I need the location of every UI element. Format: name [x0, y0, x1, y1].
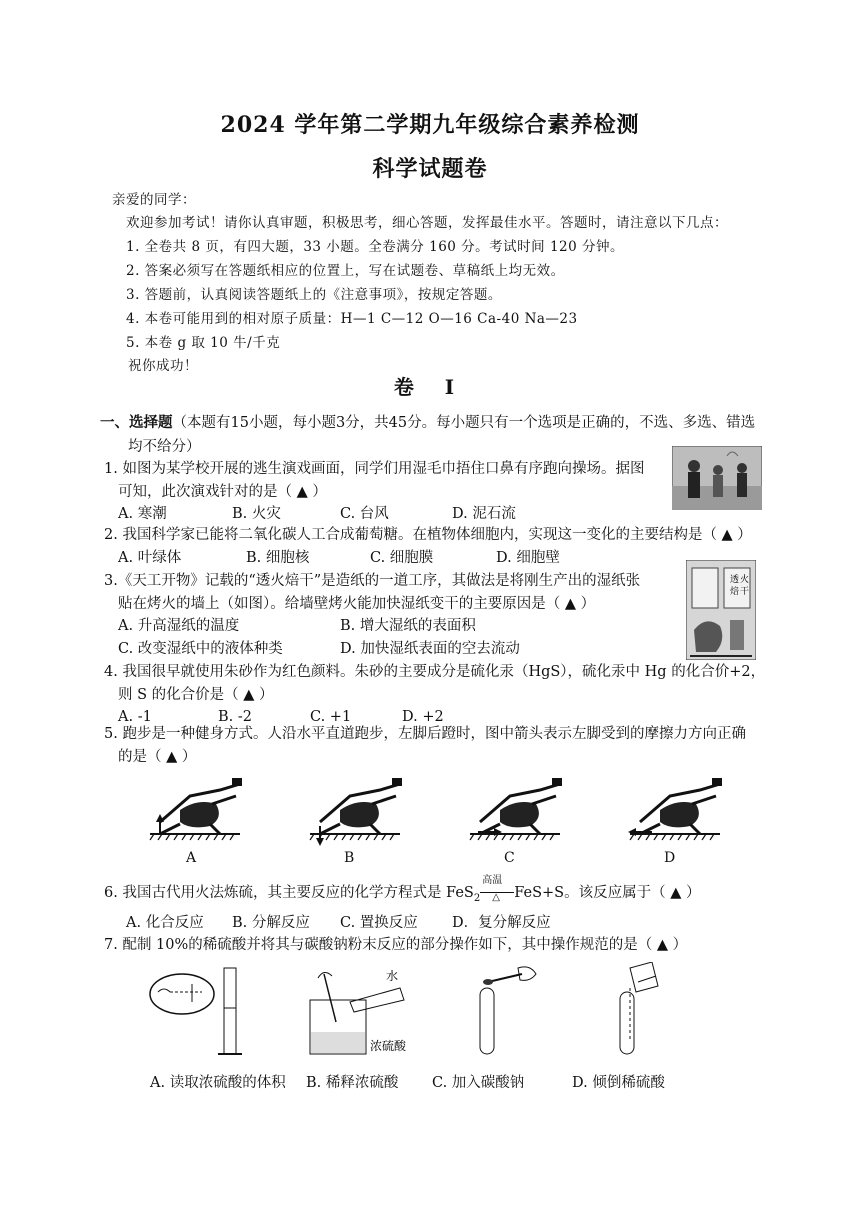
- q4-stem-line2: 则 S 的化合价是（ ▲ ）: [118, 687, 274, 703]
- q3-option-b: B. 增大湿纸的表面积: [340, 618, 476, 634]
- q3-papermaking-illustration: [686, 560, 756, 660]
- section-desc-cont: 均不给分）: [128, 439, 201, 455]
- q5-runner-figures: [140, 770, 780, 860]
- q6-option-a: A. 化合反应: [126, 915, 204, 931]
- q3-option-c: C. 改变湿纸中的液体种类: [118, 641, 283, 657]
- q6-subscript: 2: [473, 892, 481, 904]
- intro-text: 欢迎参加考试！请你认真审题，积极思考，细心答题，发挥最佳水平。答题时，请注意以下几点：: [126, 215, 728, 231]
- q2-option-c: C. 细胞膜: [370, 550, 434, 566]
- q6-condition-top: 高温: [482, 875, 503, 886]
- volume-label: 卷 I: [393, 375, 467, 399]
- q1-option-c: C. 台风: [340, 506, 389, 522]
- q1-stem-line1: 1. 如图为某学校开展的逃生演戏画面，同学们用湿毛巾捂住口鼻有序跑向操场。据图: [104, 461, 645, 477]
- q6-reaction-condition: [480, 875, 514, 903]
- section-desc: （本题有15小题，每小题3分，共45分。每小题只有一个选项是正确的，不选、多选、错选: [172, 415, 756, 431]
- note-item-5: 5. 本卷 g 取 10 牛/千克: [126, 335, 281, 351]
- exam-subtitle: 科学试题卷: [372, 156, 488, 182]
- q3-figure-text-2: 火: [740, 575, 750, 585]
- q4-option-b: B. -2: [218, 709, 252, 725]
- wish-text: 祝你成功！: [128, 358, 198, 374]
- q5-label-a: A: [186, 850, 197, 866]
- q1-option-b: B. 火灾: [232, 506, 281, 522]
- exam-title: 2024 学年第二学期九年级综合素养检测: [220, 112, 640, 138]
- q7-figure-d: [620, 962, 658, 1054]
- q7-label-a: A. 读取浓硫酸的体积: [150, 1075, 286, 1091]
- q3-figure-text-3: 焙: [730, 587, 740, 597]
- q3-option-d: D. 加快湿纸表面的空去流动: [340, 641, 520, 657]
- note-item-4: 4. 本卷可能用到的相对原子质量：H—1 C—12 O—16 Ca-40 Na—23: [126, 311, 578, 327]
- q7-figure-b: [310, 968, 407, 1054]
- q7-stem: 7. 配制 10%的稀硫酸并将其与碳酸钠粉末反应的部分操作如下，其中操作规范的是（ ▲ ）: [104, 937, 688, 953]
- q6-condition-bottom: △: [492, 892, 500, 903]
- q7-lab-figures: [140, 962, 700, 1062]
- q6-option-c: C. 置换反应: [340, 915, 418, 931]
- q1-option-d: D. 泥石流: [452, 506, 516, 522]
- q5-label-b: B: [344, 850, 355, 866]
- q4-stem-line1: 4. 我国很早就使用朱砂作为红色颜料。朱砂的主要成分是硫化汞（HgS），硫化汞中 Hg 的化合价+2，: [104, 664, 766, 680]
- q5-figure-d: [628, 778, 722, 840]
- q5-stem-line1: 5. 跑步是一种健身方式。人沿水平直道跑步，左脚后蹬时，图中箭头表示左脚受到的摩擦力方向正确: [104, 726, 746, 742]
- q6-prefix: 6. 我国古代用火法炼硫，其主要反应的化学方程式是 FeS: [104, 885, 474, 901]
- q7-figure-a: [150, 968, 242, 1054]
- q7-label-c: C. 加入碳酸钠: [432, 1075, 525, 1091]
- q6-stem: [104, 875, 701, 906]
- q5-figure-a: [150, 778, 242, 840]
- section-title: 一、选择题: [100, 414, 173, 431]
- q1-stem-line2: 可知，此次演戏针对的是（ ▲ ）: [118, 484, 327, 500]
- q2-option-d: D. 细胞壁: [496, 550, 560, 566]
- q3-figure-text-4: 干: [740, 587, 750, 597]
- q2-stem: 2. 我国科学家已能将二氧化碳人工合成葡萄糖。在植物体细胞内，实现这一变化的主要结构是（ ▲ ）: [104, 527, 752, 543]
- note-item-2: 2. 答案必须写在答题纸相应的位置上，写在试题卷、草稿纸上均无效。: [126, 263, 565, 279]
- q7-label-d: D. 倾倒稀硫酸: [572, 1075, 665, 1091]
- greeting: 亲爱的同学：: [112, 192, 196, 208]
- q5-label-d: D: [664, 850, 676, 866]
- q6-option-d: D．复分解反应: [452, 915, 551, 931]
- q7-label-b: B. 稀释浓硫酸: [306, 1075, 399, 1091]
- q2-option-a: A. 叶绿体: [118, 550, 182, 566]
- q3-stem-line1: 3.《天工开物》记载的“透火焙干”是造纸的一道工序，其做法是将刚生产出的湿纸张: [104, 573, 641, 589]
- q3-stem-line2: 贴在烤火的墙上（如图）。给墙壁烤火能加快湿纸变干的主要原因是（ ▲ ）: [118, 596, 596, 612]
- q4-option-a: A. -1: [118, 709, 152, 725]
- q3-option-a: A. 升高湿纸的温度: [118, 618, 240, 634]
- q6-suffix: FeS+S。该反应属于（ ▲ ）: [514, 885, 701, 901]
- q3-figure-text-1: 透: [730, 575, 740, 585]
- q7-figure-c: [480, 967, 536, 1054]
- note-item-1: 1. 全卷共 8 页，有四大题，33 小题。全卷满分 160 分。考试时间 120 分钟。: [126, 239, 625, 255]
- q6-option-b: B. 分解反应: [232, 915, 310, 931]
- q4-option-c: C. +1: [310, 709, 352, 725]
- q2-option-b: B. 细胞核: [246, 550, 310, 566]
- q1-option-a: A. 寒潮: [118, 506, 167, 522]
- q5-figure-b: [310, 778, 402, 846]
- q5-stem-line2: 的是（ ▲ ）: [118, 749, 197, 765]
- q1-drill-photo: [672, 446, 762, 510]
- q7-label-acid: 浓硫酸: [370, 1039, 407, 1053]
- q7-label-water: 水: [386, 969, 399, 983]
- q5-figure-c: [470, 778, 562, 840]
- q4-option-d: D. +2: [402, 709, 444, 725]
- note-item-3: 3. 答题前，认真阅读答题纸上的《注意事项》，按规定答题。: [126, 287, 502, 303]
- section-heading: [100, 412, 755, 434]
- q5-label-c: C: [504, 850, 515, 866]
